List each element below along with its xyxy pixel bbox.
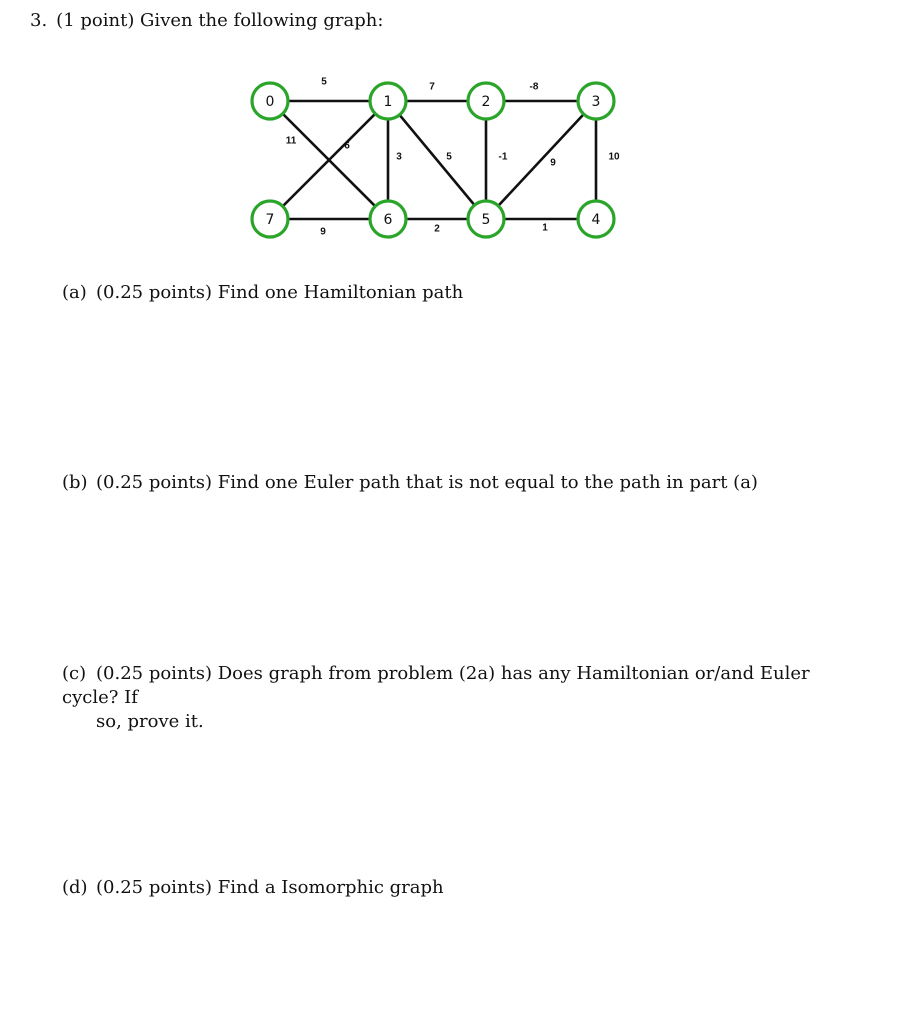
graph-figure bbox=[0, 0, 900, 270]
edge-weight-1-5: 5 bbox=[446, 151, 452, 163]
edge-weight-1-7: 6 bbox=[344, 140, 350, 152]
edge-weight-5-4: 1 bbox=[542, 222, 548, 234]
graph-node-1 bbox=[370, 83, 406, 119]
graph-node-4 bbox=[578, 201, 614, 237]
graph-edge-1-5 bbox=[388, 101, 486, 219]
part-c-label: (c) bbox=[62, 663, 87, 684]
node-label-7: 7 bbox=[265, 212, 275, 228]
edge-weight-1-6: 3 bbox=[396, 151, 402, 163]
graph-node-5 bbox=[468, 201, 504, 237]
graph-node-6 bbox=[370, 201, 406, 237]
part-c-text: (0.25 points) Does graph from problem (2a) has any Hamiltonian or/and Euler cycle? If bbox=[62, 663, 810, 708]
edge-weight-3-4: 10 bbox=[608, 151, 620, 163]
part-d-text: (0.25 points) Find a Isomorphic graph bbox=[96, 877, 444, 898]
graph-node-0 bbox=[252, 83, 288, 119]
part-a-text: (0.25 points) Find one Hamiltonian path bbox=[96, 282, 464, 303]
part-a-label: (a) bbox=[62, 282, 87, 303]
graph-node-2 bbox=[468, 83, 504, 119]
edge-weight-0-6: 11 bbox=[285, 135, 297, 147]
graph-nodes bbox=[252, 83, 614, 237]
problem-title: 3. (1 point) Given the following graph: bbox=[30, 10, 384, 31]
part-c bbox=[62, 662, 852, 734]
edge-weight-1-2: 7 bbox=[429, 81, 435, 93]
part-c-text-continued: so, prove it. bbox=[96, 711, 204, 732]
edge-weight-7-6: 9 bbox=[320, 226, 326, 238]
part-b bbox=[62, 471, 758, 495]
graph-node-3 bbox=[578, 83, 614, 119]
node-label-1: 1 bbox=[383, 94, 393, 110]
node-label-2: 2 bbox=[481, 94, 491, 110]
edge-weight-6-5: 2 bbox=[434, 223, 440, 235]
node-label-4: 4 bbox=[591, 212, 601, 228]
graph-edges bbox=[270, 101, 596, 219]
part-a bbox=[62, 281, 463, 305]
part-d bbox=[62, 876, 444, 900]
edge-weight-3-5: 9 bbox=[550, 157, 556, 169]
edge-weight-2-3: -8 bbox=[529, 81, 539, 93]
edge-weight-2-5: -1 bbox=[498, 151, 508, 163]
part-b-label: (b) bbox=[62, 472, 88, 493]
node-label-5: 5 bbox=[481, 212, 491, 228]
node-label-0: 0 bbox=[265, 94, 275, 110]
part-d-label: (d) bbox=[62, 877, 88, 898]
edge-weight-0-1: 5 bbox=[321, 76, 327, 88]
part-b-text: (0.25 points) Find one Euler path that is not equal to the path in part (a) bbox=[96, 472, 758, 493]
node-label-6: 6 bbox=[383, 212, 393, 228]
graph-node-7 bbox=[252, 201, 288, 237]
node-label-3: 3 bbox=[591, 94, 601, 110]
